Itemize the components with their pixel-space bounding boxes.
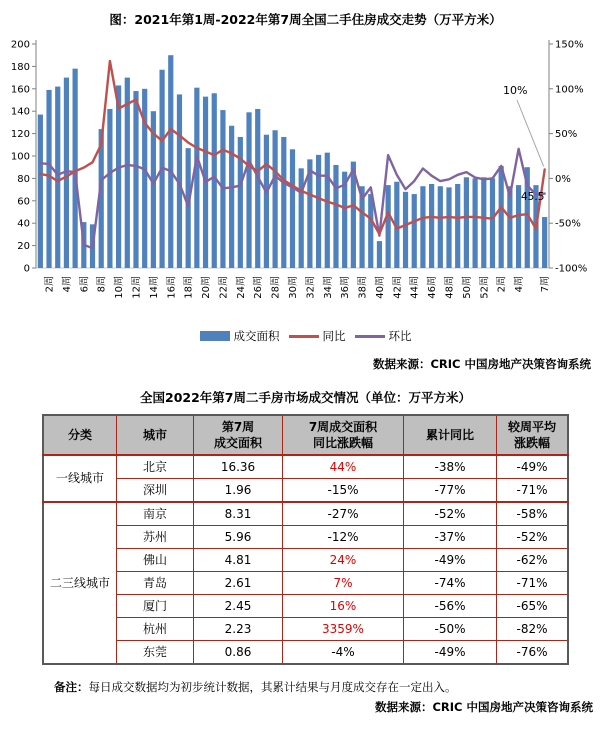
svg-text:4周: 4周 xyxy=(514,276,526,293)
column-header: 累计同比 xyxy=(404,415,497,455)
value-cell: 5.96 xyxy=(194,526,283,549)
svg-text:34周: 34周 xyxy=(322,276,334,299)
transactions-combo-chart xyxy=(0,30,611,326)
svg-text:100: 100 xyxy=(10,151,30,163)
value-cell: -71% xyxy=(497,572,569,595)
table-row xyxy=(43,595,568,618)
table-row xyxy=(43,641,568,665)
city-transactions-table xyxy=(42,414,569,665)
column-header: 7周成交面积 同比涨跌幅 xyxy=(283,415,404,455)
volume-bar xyxy=(73,69,78,268)
legend-label-wow: 环比 xyxy=(388,329,412,343)
value-cell: -50% xyxy=(404,618,497,641)
annotation-last-yoy: 10% xyxy=(503,84,528,97)
right-axis xyxy=(549,40,587,275)
svg-text:-100%: -100% xyxy=(555,263,588,275)
value-cell: -52% xyxy=(404,502,497,526)
svg-text:20: 20 xyxy=(17,241,30,253)
footnote-text: 每日成交数据均为初步统计数据，其累计结果与月度成交存在一定出入。 xyxy=(88,680,457,694)
volume-bar xyxy=(255,109,260,268)
value-cell: 16% xyxy=(283,595,404,618)
value-cell: -77% xyxy=(404,479,497,503)
svg-text:52周: 52周 xyxy=(479,276,491,299)
volume-bar xyxy=(481,177,486,268)
table-data-source: 数据来源：CRIC 中国房地产决策咨询系统 xyxy=(374,700,593,714)
volume-bar xyxy=(507,186,512,268)
table-row xyxy=(43,502,568,526)
value-cell: 0.86 xyxy=(194,641,283,665)
svg-text:40: 40 xyxy=(17,218,30,230)
svg-text:0%: 0% xyxy=(555,173,571,185)
svg-text:40周: 40周 xyxy=(374,276,386,299)
svg-text:4周: 4周 xyxy=(61,276,73,293)
volume-bar xyxy=(490,178,495,268)
svg-text:32周: 32周 xyxy=(305,276,317,299)
value-cell: -56% xyxy=(404,595,497,618)
volume-bar xyxy=(542,217,547,268)
value-cell: 44% xyxy=(283,455,404,479)
value-cell: 4.81 xyxy=(194,549,283,572)
value-cell: 16.36 xyxy=(194,455,283,479)
legend-item-volume xyxy=(200,328,280,344)
value-cell: -49% xyxy=(404,549,497,572)
wow-line-swatch-icon xyxy=(355,335,385,338)
table-title: 全国2022年第7周二手房市场成交情况（单位：万平方米） xyxy=(140,390,471,405)
value-cell: 3359% xyxy=(283,618,404,641)
value-cell: -12% xyxy=(283,526,404,549)
volume-bar xyxy=(325,153,330,268)
volume-bar xyxy=(168,55,173,268)
svg-text:200: 200 xyxy=(10,39,30,51)
svg-text:100%: 100% xyxy=(555,84,584,96)
svg-text:140: 140 xyxy=(10,106,30,118)
svg-text:80: 80 xyxy=(17,173,30,185)
volume-bar xyxy=(438,186,443,268)
value-cell: 2.23 xyxy=(194,618,283,641)
city-cell: 南京 xyxy=(117,502,194,526)
value-cell: -58% xyxy=(497,502,569,526)
svg-text:48周: 48周 xyxy=(444,276,456,299)
svg-text:28周: 28周 xyxy=(270,276,282,299)
table-row xyxy=(43,455,568,479)
city-cell: 东莞 xyxy=(117,641,194,665)
chart-title: 图：2021年第1周-2022年第7周全国二手住房成交走势（万平方米） xyxy=(109,12,502,27)
svg-text:2周: 2周 xyxy=(496,276,508,293)
volume-bar xyxy=(290,149,295,268)
column-header: 第7周 成交面积 xyxy=(194,415,283,455)
svg-text:20周: 20周 xyxy=(201,276,213,299)
svg-text:42周: 42周 xyxy=(392,276,404,299)
legend-label-volume: 成交面积 xyxy=(233,329,280,343)
svg-text:60: 60 xyxy=(17,196,30,208)
volume-bar xyxy=(403,192,408,268)
svg-text:7周: 7周 xyxy=(540,276,552,293)
value-cell: -27% xyxy=(283,502,404,526)
city-cell: 北京 xyxy=(117,455,194,479)
volume-bar xyxy=(264,135,269,268)
svg-text:150%: 150% xyxy=(555,39,584,51)
volume-bar xyxy=(116,85,121,268)
city-cell: 厦门 xyxy=(117,595,194,618)
legend-item-wow xyxy=(355,328,412,344)
volume-bar xyxy=(229,126,234,268)
chart-legend xyxy=(0,328,611,344)
volume-bar xyxy=(499,166,504,268)
value-cell: 24% xyxy=(283,549,404,572)
volume-bar xyxy=(273,130,278,268)
svg-text:180: 180 xyxy=(10,61,30,73)
svg-text:2周: 2周 xyxy=(44,276,56,293)
volume-bar xyxy=(316,155,321,268)
svg-text:0: 0 xyxy=(23,263,30,275)
legend-label-yoy: 同比 xyxy=(322,329,346,343)
legend-item-yoy xyxy=(289,328,346,344)
volume-bar xyxy=(186,148,191,268)
table-row xyxy=(43,549,568,572)
table-header xyxy=(43,415,568,455)
svg-text:120: 120 xyxy=(10,129,30,141)
value-cell: -38% xyxy=(404,455,497,479)
value-cell: -74% xyxy=(404,572,497,595)
volume-bar xyxy=(194,88,199,268)
yoy-line-swatch-icon xyxy=(289,335,319,338)
value-cell: -62% xyxy=(497,549,569,572)
table-row xyxy=(43,572,568,595)
footnote xyxy=(54,679,611,695)
category-cell: 一线城市 xyxy=(43,455,117,502)
svg-text:18周: 18周 xyxy=(183,276,195,299)
volume-bar xyxy=(386,185,391,268)
svg-text:50周: 50周 xyxy=(461,276,473,299)
value-cell: -15% xyxy=(283,479,404,503)
volume-bar xyxy=(420,186,425,268)
svg-text:38周: 38周 xyxy=(357,276,369,299)
city-cell: 青岛 xyxy=(117,572,194,595)
svg-text:10周: 10周 xyxy=(114,276,126,299)
svg-text:30周: 30周 xyxy=(288,276,299,299)
svg-text:160: 160 xyxy=(10,84,30,96)
city-cell: 深圳 xyxy=(117,479,194,503)
svg-text:24周: 24周 xyxy=(235,276,247,299)
svg-text:44周: 44周 xyxy=(409,276,421,299)
volume-bar xyxy=(377,241,382,268)
volume-bar xyxy=(446,187,451,268)
svg-text:6周: 6周 xyxy=(79,276,91,293)
value-cell: -4% xyxy=(283,641,404,665)
volume-bar xyxy=(368,194,373,268)
city-cell: 苏州 xyxy=(117,526,194,549)
svg-text:22周: 22周 xyxy=(218,276,230,299)
city-cell: 佛山 xyxy=(117,549,194,572)
volume-bar xyxy=(472,178,477,268)
value-cell: -52% xyxy=(497,526,569,549)
svg-text:36周: 36周 xyxy=(340,276,352,299)
volume-bar xyxy=(299,168,304,268)
table-row xyxy=(43,618,568,641)
table-row xyxy=(43,526,568,549)
column-header: 分类 xyxy=(43,415,117,455)
column-header: 城市 xyxy=(117,415,194,455)
value-cell: 2.45 xyxy=(194,595,283,618)
volume-bar xyxy=(429,184,434,268)
table-row xyxy=(43,479,568,503)
volume-bar xyxy=(246,112,251,268)
category-cell: 二三线城市 xyxy=(43,502,117,664)
value-cell: 2.61 xyxy=(194,572,283,595)
svg-text:16周: 16周 xyxy=(166,276,178,299)
value-cell: -37% xyxy=(404,526,497,549)
svg-text:46周: 46周 xyxy=(427,276,439,299)
value-cell: 8.31 xyxy=(194,502,283,526)
x-axis-labels xyxy=(44,276,552,299)
svg-text:12周: 12周 xyxy=(131,276,143,299)
volume-bar xyxy=(464,177,469,268)
volume-bar xyxy=(333,165,338,268)
value-cell: -65% xyxy=(497,595,569,618)
value-cell: -71% xyxy=(497,479,569,503)
value-cell: -82% xyxy=(497,618,569,641)
city-cell: 杭州 xyxy=(117,618,194,641)
svg-text:26周: 26周 xyxy=(253,276,265,299)
volume-bar xyxy=(55,87,60,268)
volume-bar xyxy=(455,184,460,268)
chart-data-source: 数据来源：CRIC 中国房地产决策咨询系统 xyxy=(372,357,591,371)
volume-bar xyxy=(412,194,417,268)
value-cell: 1.96 xyxy=(194,479,283,503)
annotation-last-bar: 45.5 xyxy=(521,191,545,203)
value-cell: -76% xyxy=(497,641,569,665)
svg-text:-50%: -50% xyxy=(555,218,581,230)
table-body xyxy=(43,455,568,664)
volume-bar xyxy=(281,137,286,268)
volume-bar xyxy=(46,90,51,268)
svg-text:8周: 8周 xyxy=(96,276,108,293)
value-cell: 7% xyxy=(283,572,404,595)
volume-bar xyxy=(133,91,138,268)
left-axis xyxy=(11,40,36,275)
column-header: 较周平均 涨跌幅 xyxy=(497,415,569,455)
volume-bar xyxy=(38,115,43,268)
footnote-label: 备注： xyxy=(54,680,89,694)
bar-swatch-icon xyxy=(200,331,230,341)
volume-bar xyxy=(107,109,112,268)
svg-text:50%: 50% xyxy=(555,129,578,141)
value-cell: -49% xyxy=(404,641,497,665)
value-cell: -49% xyxy=(497,455,569,479)
svg-text:14周: 14周 xyxy=(148,276,160,299)
